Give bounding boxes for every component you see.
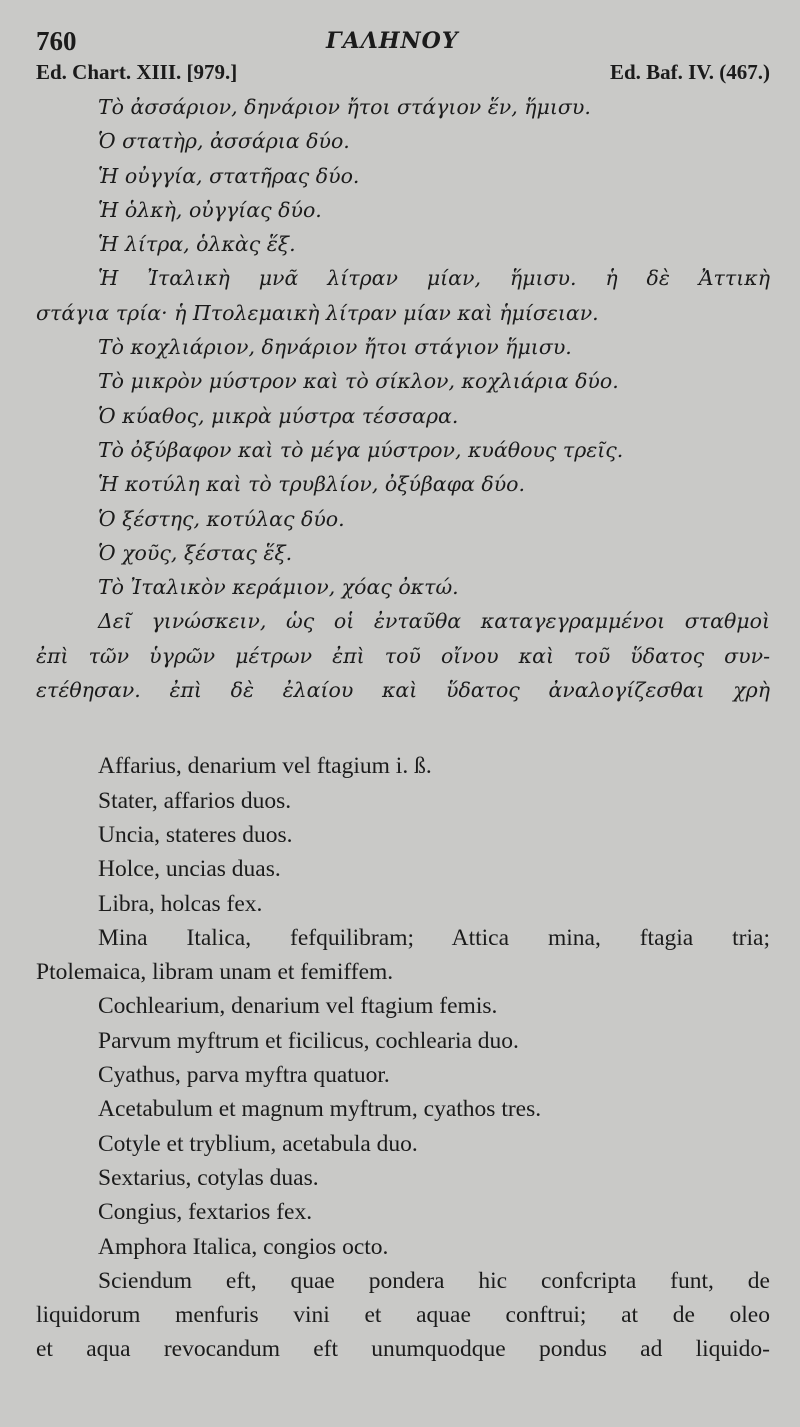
page-number: 760 <box>36 26 77 56</box>
latin-line: Cyathus, parva myftra quatuor. <box>98 1062 390 1089</box>
greek-line: Ἡ ὁλκὴ, οὐγγίας δύο. <box>98 197 322 222</box>
page-header <box>36 22 770 60</box>
greek-line: Ἡ κοτύλη καὶ τὸ τρυβλίον, ὀξύβαφα δύο. <box>98 472 526 497</box>
greek-line: Ἡ λίτρα, ὁλκὰς ἕξ. <box>98 232 296 257</box>
running-title: ΓΑΛΗΝΟΥ <box>326 28 459 54</box>
greek-line: Ἡ οὐγγία, στατῆρας δύο. <box>98 163 360 188</box>
greek-line: Τὸ ἀσσάριον, δηνάριον ἤτοι στάγιον ἕν, ἥμισυ. <box>98 95 591 119</box>
latin-line: Amphora Italica, congios octo. <box>98 1233 389 1260</box>
edition-reference-left: Ed. Chart. XIII. [979.] <box>36 60 238 84</box>
latin-line: Cochlearium, denarium vel ftagium femis. <box>98 993 498 1020</box>
greek-line: Δεῖ γινώσκειν, ὡς οἱ ἐνταῦθα καταγεγραμμένοι σταθμοὶ <box>98 609 770 634</box>
latin-line: Stater, affarios duos. <box>98 787 292 814</box>
latin-translation-block <box>36 749 770 1366</box>
greek-line: Τὸ μικρὸν μύστρον καὶ τὸ σίκλον, κοχλιάρια δύο. <box>98 369 619 394</box>
latin-line: Holce, uncias duas. <box>98 856 281 883</box>
latin-line: Sextarius, cotylas duas. <box>98 1164 319 1191</box>
edition-reference-line <box>36 60 770 90</box>
latin-line: Acetabulum et magnum myftrum, cyathos tres. <box>98 1096 542 1123</box>
greek-line: Ὁ χοῦς, ξέστας ἕξ. <box>98 540 293 565</box>
greek-line: Ὁ κύαθος, μικρὰ μύστρα τέσσαρα. <box>98 403 459 428</box>
latin-line: Cotyle et tryblium, acetabula duo. <box>98 1130 418 1157</box>
latin-line: Libra, holcas fex. <box>98 890 263 917</box>
latin-line: Sciendum eft, quae pondera hic confcripta funt, de <box>98 1267 770 1294</box>
greek-line: στάγια τρία· ἡ Πτολεμαικὴ λίτραν μίαν καὶ ἡμίσειαν. <box>36 300 599 325</box>
latin-line: Affarius, denarium vel ftagium i. ß. <box>98 753 432 780</box>
latin-line: Mina Italica, fefquilibram; Attica mina, ftagia tria; <box>98 924 770 951</box>
greek-line: Τὸ ὀξύβαφον καὶ τὸ μέγα μύστρον, κυάθους τρεῖς. <box>98 437 624 462</box>
latin-line: liquidorum menfuris vini et aquae conftrui; at de oleo <box>36 1302 770 1329</box>
latin-line: Ptolemaica, libram unam et femiffem. <box>36 959 394 986</box>
greek-line: ἐπὶ τῶν ὑγρῶν μέτρων ἐπὶ τοῦ οἴνου καὶ τοῦ ὕδατος συν- <box>36 643 770 668</box>
greek-line: ετέθησαν. ἐπὶ δὲ ἐλαίου καὶ ὕδατος ἀναλογίζεσθαι χρὴ <box>36 678 770 703</box>
greek-line: Ὁ ξέστης, κοτύλας δύο. <box>98 506 345 531</box>
latin-line: Congius, fextarios fex. <box>98 1199 313 1226</box>
greek-line: Τὸ Ἰταλικὸν κεράμιον, χόας ὀκτώ. <box>98 575 459 600</box>
latin-line: Uncia, stateres duos. <box>98 821 293 848</box>
edition-reference-right: Ed. Baf. IV. (467.) <box>609 60 770 84</box>
latin-line: Parvum myftrum et ficilicus, cochlearia duo. <box>98 1027 519 1054</box>
greek-line: Ὁ στατὴρ, ἀσσάρια δύο. <box>98 129 350 154</box>
greek-line: Τὸ κοχλιάριον, δηνάριον ἤτοι στάγιον ἥμισυ. <box>98 335 572 360</box>
greek-line: Ἡ Ἰταλικὴ μνᾶ λίτραν μίαν, ἥμισυ. ἡ δὲ Ἀττικὴ <box>98 266 770 291</box>
greek-text-block <box>36 90 770 707</box>
latin-line: et aqua revocandum eft unumquodque pondus ad liquido- <box>36 1336 770 1363</box>
